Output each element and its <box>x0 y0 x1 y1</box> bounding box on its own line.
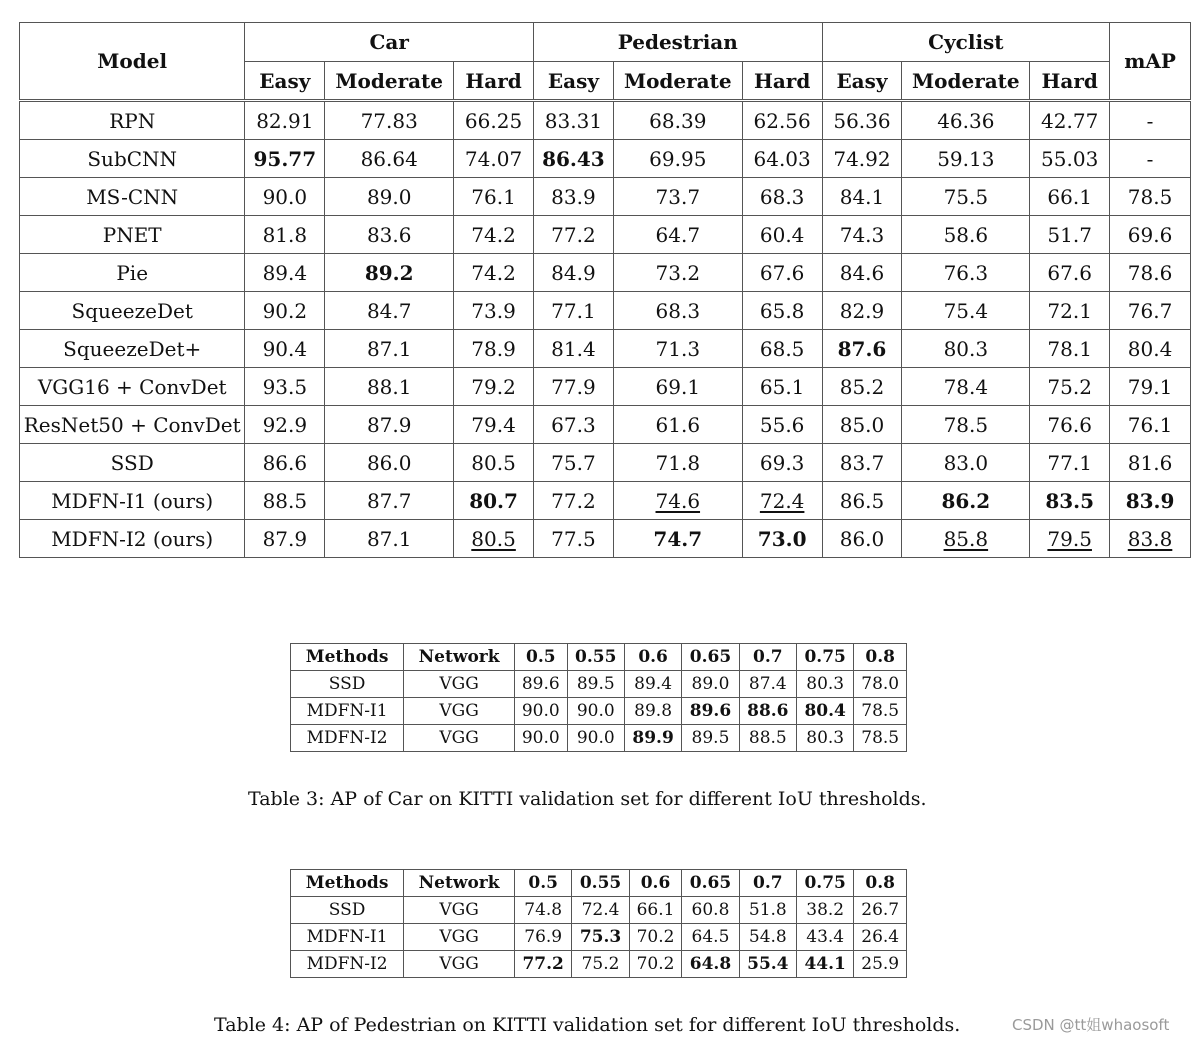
column-header: Network <box>404 644 515 671</box>
table-row <box>20 330 1191 368</box>
value-cell: 62.56 <box>742 101 822 140</box>
value-cell: 75.5 <box>902 178 1030 216</box>
value-cell: 87.7 <box>325 482 454 520</box>
model-name-cell: SSD <box>20 444 245 482</box>
value-cell: 83.6 <box>325 216 454 254</box>
column-header: 0.5 <box>515 644 568 671</box>
table-4-caption: Table 4: AP of Pedestrian on KITTI validation set for different IoU thresholds. <box>214 1014 961 1036</box>
column-header: 0.65 <box>682 644 739 671</box>
table-row <box>20 368 1191 406</box>
value-cell: 72.4 <box>742 482 822 520</box>
value-cell: 73.7 <box>613 178 742 216</box>
value-cell: 90.0 <box>515 725 568 752</box>
value-cell: 73.9 <box>454 292 534 330</box>
value-cell: 80.3 <box>797 671 854 698</box>
group-header-pedestrian: Pedestrian <box>533 23 822 62</box>
value-cell: 71.8 <box>613 444 742 482</box>
value-cell: 79.2 <box>454 368 534 406</box>
sub-header: Moderate <box>613 62 742 101</box>
method-cell: MDFN-I1 <box>291 924 404 951</box>
value-cell: 79.4 <box>454 406 534 444</box>
value-cell: 26.7 <box>854 897 907 924</box>
value-cell: 81.6 <box>1110 444 1191 482</box>
value-cell: 77.1 <box>533 292 613 330</box>
network-cell: VGG <box>404 671 515 698</box>
value-cell: 77.2 <box>533 216 613 254</box>
value-cell: 83.8 <box>1110 520 1191 558</box>
column-header: 0.7 <box>739 644 796 671</box>
value-cell: 72.1 <box>1030 292 1110 330</box>
column-header: 0.65 <box>682 870 739 897</box>
value-cell: 77.5 <box>533 520 613 558</box>
value-cell: 64.7 <box>613 216 742 254</box>
value-cell: 85.0 <box>822 406 902 444</box>
value-cell: 90.0 <box>567 698 624 725</box>
value-cell: 67.6 <box>1030 254 1110 292</box>
method-cell: SSD <box>291 671 404 698</box>
value-cell: 44.1 <box>797 951 854 978</box>
value-cell: 66.1 <box>629 897 682 924</box>
table-4 <box>290 869 907 978</box>
value-cell: 55.6 <box>742 406 822 444</box>
value-cell: 90.4 <box>245 330 325 368</box>
value-cell: 64.5 <box>682 924 739 951</box>
value-cell: 77.2 <box>533 482 613 520</box>
column-header: 0.8 <box>854 870 907 897</box>
value-cell: 65.8 <box>742 292 822 330</box>
value-cell: 78.5 <box>902 406 1030 444</box>
value-cell: 56.36 <box>822 101 902 140</box>
value-cell: 78.6 <box>1110 254 1191 292</box>
value-cell: 83.31 <box>533 101 613 140</box>
sub-header: Hard <box>454 62 534 101</box>
value-cell: 86.5 <box>822 482 902 520</box>
model-header: Model <box>20 23 245 101</box>
column-header: Methods <box>291 870 404 897</box>
value-cell: 76.1 <box>454 178 534 216</box>
sub-header: Hard <box>1030 62 1110 101</box>
value-cell: 78.1 <box>1030 330 1110 368</box>
map-header: mAP <box>1110 23 1191 101</box>
value-cell: 89.5 <box>682 725 739 752</box>
value-cell: 89.4 <box>245 254 325 292</box>
value-cell: 89.9 <box>624 725 681 752</box>
value-cell: 88.5 <box>245 482 325 520</box>
table-row <box>291 698 907 725</box>
value-cell: 74.7 <box>613 520 742 558</box>
value-cell: 74.92 <box>822 140 902 178</box>
value-cell: 77.9 <box>533 368 613 406</box>
value-cell: 74.2 <box>454 254 534 292</box>
value-cell: 86.64 <box>325 140 454 178</box>
sub-header: Easy <box>533 62 613 101</box>
column-header: 0.6 <box>624 644 681 671</box>
value-cell: 78.4 <box>902 368 1030 406</box>
value-cell: 58.6 <box>902 216 1030 254</box>
value-cell: 73.0 <box>742 520 822 558</box>
method-cell: MDFN-I2 <box>291 725 404 752</box>
value-cell: 78.0 <box>854 671 907 698</box>
network-cell: VGG <box>404 725 515 752</box>
watermark: CSDN @tt姐whaosoft <box>1012 1016 1170 1034</box>
value-cell: 60.4 <box>742 216 822 254</box>
value-cell: 86.0 <box>822 520 902 558</box>
value-cell: 79.5 <box>1030 520 1110 558</box>
method-cell: MDFN-I2 <box>291 951 404 978</box>
value-cell: 73.2 <box>613 254 742 292</box>
value-cell: 92.9 <box>245 406 325 444</box>
table-row <box>291 924 907 951</box>
value-cell: 76.7 <box>1110 292 1191 330</box>
value-cell: 89.4 <box>624 671 681 698</box>
value-cell: 74.6 <box>613 482 742 520</box>
value-cell: 80.4 <box>1110 330 1191 368</box>
value-cell: 81.8 <box>245 216 325 254</box>
results-table <box>19 22 1191 558</box>
sub-header: Easy <box>245 62 325 101</box>
model-name-cell: ResNet50 + ConvDet <box>20 406 245 444</box>
value-cell: 55.4 <box>739 951 796 978</box>
value-cell: 80.4 <box>797 698 854 725</box>
value-cell: 82.91 <box>245 101 325 140</box>
column-header: 0.55 <box>567 644 624 671</box>
value-cell: 89.8 <box>624 698 681 725</box>
table-3-caption: Table 3: AP of Car on KITTI validation set for different IoU thresholds. <box>248 788 927 810</box>
network-cell: VGG <box>404 924 515 951</box>
value-cell: 85.2 <box>822 368 902 406</box>
value-cell: 64.03 <box>742 140 822 178</box>
sub-header: Hard <box>742 62 822 101</box>
model-name-cell: MDFN-I2 (ours) <box>20 520 245 558</box>
value-cell: 71.3 <box>613 330 742 368</box>
value-cell: 89.0 <box>682 671 739 698</box>
value-cell: 80.5 <box>454 520 534 558</box>
value-cell: 88.5 <box>739 725 796 752</box>
value-cell: 88.1 <box>325 368 454 406</box>
method-cell: SSD <box>291 897 404 924</box>
value-cell: 84.7 <box>325 292 454 330</box>
table-row <box>291 671 907 698</box>
network-cell: VGG <box>404 698 515 725</box>
model-name-cell: Pie <box>20 254 245 292</box>
value-cell: 69.6 <box>1110 216 1191 254</box>
value-cell: 76.6 <box>1030 406 1110 444</box>
value-cell: 86.0 <box>325 444 454 482</box>
value-cell: 69.95 <box>613 140 742 178</box>
value-cell: 75.4 <box>902 292 1030 330</box>
table-row <box>291 951 907 978</box>
value-cell: 90.0 <box>515 698 568 725</box>
value-cell: 78.9 <box>454 330 534 368</box>
value-cell: 75.7 <box>533 444 613 482</box>
group-header-cyclist: Cyclist <box>822 23 1110 62</box>
value-cell: 87.4 <box>739 671 796 698</box>
value-cell: 66.1 <box>1030 178 1110 216</box>
model-name-cell: SubCNN <box>20 140 245 178</box>
table-row <box>20 482 1191 520</box>
value-cell: 67.6 <box>742 254 822 292</box>
value-cell: 80.7 <box>454 482 534 520</box>
model-name-cell: MS-CNN <box>20 178 245 216</box>
value-cell: 74.3 <box>822 216 902 254</box>
column-header: 0.6 <box>629 870 682 897</box>
value-cell: 90.0 <box>245 178 325 216</box>
table-row <box>20 520 1191 558</box>
value-cell: 38.2 <box>797 897 854 924</box>
model-name-cell: MDFN-I1 (ours) <box>20 482 245 520</box>
value-cell: 77.2 <box>515 951 572 978</box>
value-cell: 87.9 <box>325 406 454 444</box>
value-cell: 88.6 <box>739 698 796 725</box>
value-cell: 61.6 <box>613 406 742 444</box>
value-cell: 84.9 <box>533 254 613 292</box>
value-cell: 90.0 <box>567 725 624 752</box>
table-row <box>20 292 1191 330</box>
sub-header: Moderate <box>902 62 1030 101</box>
value-cell: 76.9 <box>515 924 572 951</box>
value-cell: 89.2 <box>325 254 454 292</box>
value-cell: 83.7 <box>822 444 902 482</box>
model-name-cell: VGG16 + ConvDet <box>20 368 245 406</box>
value-cell: 46.36 <box>902 101 1030 140</box>
value-cell: 87.1 <box>325 330 454 368</box>
value-cell: 25.9 <box>854 951 907 978</box>
table-row <box>20 444 1191 482</box>
sub-header: Easy <box>822 62 902 101</box>
value-cell: 68.3 <box>742 178 822 216</box>
table-3 <box>290 643 907 752</box>
value-cell: 75.2 <box>572 951 629 978</box>
value-cell: 81.4 <box>533 330 613 368</box>
value-cell: 78.5 <box>1110 178 1191 216</box>
table-row <box>20 216 1191 254</box>
value-cell: 42.77 <box>1030 101 1110 140</box>
value-cell: 80.3 <box>902 330 1030 368</box>
column-header: 0.75 <box>797 870 854 897</box>
value-cell: 70.2 <box>629 951 682 978</box>
value-cell: 93.5 <box>245 368 325 406</box>
model-name-cell: PNET <box>20 216 245 254</box>
value-cell: 85.8 <box>902 520 1030 558</box>
value-cell: 86.43 <box>533 140 613 178</box>
value-cell: 68.5 <box>742 330 822 368</box>
value-cell: 77.1 <box>1030 444 1110 482</box>
table-row <box>291 897 907 924</box>
value-cell: 79.1 <box>1110 368 1191 406</box>
value-cell: 75.3 <box>572 924 629 951</box>
column-header: 0.7 <box>739 870 796 897</box>
value-cell: - <box>1110 140 1191 178</box>
value-cell: 76.3 <box>902 254 1030 292</box>
value-cell: 54.8 <box>739 924 796 951</box>
value-cell: 80.5 <box>454 444 534 482</box>
value-cell: 66.25 <box>454 101 534 140</box>
value-cell: 84.1 <box>822 178 902 216</box>
value-cell: 83.0 <box>902 444 1030 482</box>
value-cell: 83.9 <box>533 178 613 216</box>
value-cell: 74.8 <box>515 897 572 924</box>
value-cell: 51.7 <box>1030 216 1110 254</box>
column-header: Methods <box>291 644 404 671</box>
value-cell: 83.5 <box>1030 482 1110 520</box>
value-cell: 82.9 <box>822 292 902 330</box>
model-name-cell: SqueezeDet <box>20 292 245 330</box>
column-header: Network <box>404 870 515 897</box>
group-header-car: Car <box>245 23 534 62</box>
value-cell: 76.1 <box>1110 406 1191 444</box>
value-cell: 68.3 <box>613 292 742 330</box>
value-cell: 68.39 <box>613 101 742 140</box>
value-cell: 89.6 <box>682 698 739 725</box>
value-cell: 69.1 <box>613 368 742 406</box>
value-cell: 55.03 <box>1030 140 1110 178</box>
value-cell: 89.0 <box>325 178 454 216</box>
table-row <box>20 140 1191 178</box>
value-cell: 43.4 <box>797 924 854 951</box>
table-row <box>20 101 1191 140</box>
value-cell: 74.2 <box>454 216 534 254</box>
column-header: 0.75 <box>797 644 854 671</box>
value-cell: 72.4 <box>572 897 629 924</box>
value-cell: 86.2 <box>902 482 1030 520</box>
value-cell: 51.8 <box>739 897 796 924</box>
value-cell: 64.8 <box>682 951 739 978</box>
column-header: 0.55 <box>572 870 629 897</box>
value-cell: 78.5 <box>854 698 907 725</box>
model-name-cell: SqueezeDet+ <box>20 330 245 368</box>
value-cell: 83.9 <box>1110 482 1191 520</box>
value-cell: 95.77 <box>245 140 325 178</box>
value-cell: 89.6 <box>515 671 568 698</box>
value-cell: - <box>1110 101 1191 140</box>
value-cell: 74.07 <box>454 140 534 178</box>
column-header: 0.8 <box>854 644 907 671</box>
value-cell: 90.2 <box>245 292 325 330</box>
value-cell: 59.13 <box>902 140 1030 178</box>
method-cell: MDFN-I1 <box>291 698 404 725</box>
value-cell: 70.2 <box>629 924 682 951</box>
value-cell: 80.3 <box>797 725 854 752</box>
value-cell: 77.83 <box>325 101 454 140</box>
table-row <box>20 254 1191 292</box>
sub-header: Moderate <box>325 62 454 101</box>
value-cell: 67.3 <box>533 406 613 444</box>
table-row <box>20 406 1191 444</box>
column-header: 0.5 <box>515 870 572 897</box>
value-cell: 65.1 <box>742 368 822 406</box>
value-cell: 60.8 <box>682 897 739 924</box>
value-cell: 84.6 <box>822 254 902 292</box>
value-cell: 86.6 <box>245 444 325 482</box>
model-name-cell: RPN <box>20 101 245 140</box>
value-cell: 87.1 <box>325 520 454 558</box>
value-cell: 78.5 <box>854 725 907 752</box>
table-row <box>20 178 1191 216</box>
network-cell: VGG <box>404 951 515 978</box>
value-cell: 26.4 <box>854 924 907 951</box>
value-cell: 89.5 <box>567 671 624 698</box>
value-cell: 87.9 <box>245 520 325 558</box>
value-cell: 87.6 <box>822 330 902 368</box>
network-cell: VGG <box>404 897 515 924</box>
table-row <box>291 725 907 752</box>
value-cell: 69.3 <box>742 444 822 482</box>
value-cell: 75.2 <box>1030 368 1110 406</box>
